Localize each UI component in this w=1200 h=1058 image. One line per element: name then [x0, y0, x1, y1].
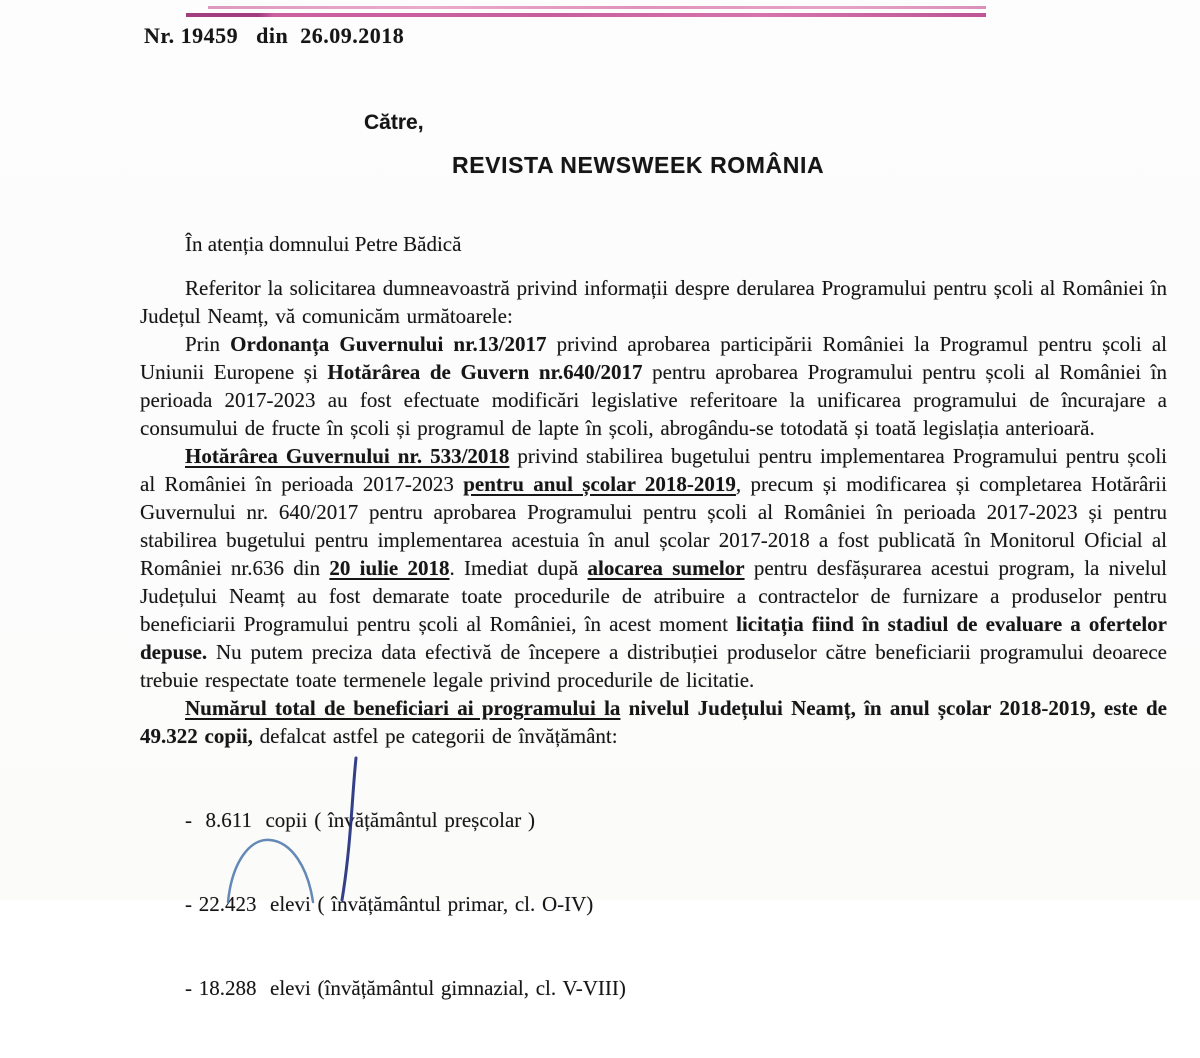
attention-line: În atenția domnului Petre Bădică: [185, 232, 462, 256]
text-run-bold-underline: 20 iulie 2018: [329, 556, 450, 580]
text-run: . Imediat după: [449, 556, 588, 580]
scan-header-line: [186, 5, 986, 19]
ref-number: Nr. 19459 din 26.09.2018: [144, 23, 405, 48]
text-run-bold-underline: Numărul total de beneficiari ai programului la: [185, 696, 621, 720]
text-run: , precum și modificarea și completarea Hotărârii Guvernului nr. 640/2017 pentru aprobarea Programului pentru școli al României în perioada 2017-2023 și pentru stabilirea bugetului pentru implementarea acestuia în anul școlar 2017-2018 a fost publicată în Monitorul Oficial al României nr.636 din: [140, 472, 1167, 580]
list-item-primar: - 22.423 elevi ( învățământul primar, cl. O-IV): [185, 892, 594, 916]
recipient-name: REVISTA NEWSWEEK ROMÂNIA: [452, 152, 825, 178]
text-run: Prin: [185, 332, 231, 356]
beneficiaries-list: [140, 750, 1167, 1058]
paragraph-reference: [140, 274, 1167, 330]
text-run-bold: Ordonanța Guvernului nr.13/2017: [230, 332, 547, 356]
text-run: privind aprobarea participării României la Programul pentru școli al Uniunii Europene și: [140, 332, 1167, 384]
text-run-bold-underline: alocarea sumelor: [587, 556, 745, 580]
text-run-bold: Hotărârea de Guvern nr.640/2017: [327, 360, 643, 384]
text-run-bold-underline: pentru anul școlar 2018-2019: [463, 472, 736, 496]
salutation: Către,: [364, 111, 424, 134]
letter-body: [140, 274, 1167, 1058]
list-item-prescolar: - 8.611 copii ( învățământul preșcolar ): [185, 808, 536, 832]
paragraph-beneficiaries: [140, 694, 1167, 750]
list-item-gimnazial: - 18.288 elevi (învățământul gimnazial, cl. V-VIII): [185, 976, 626, 1000]
text-run: pentru aprobarea Programului pentru școli al României în perioada 2017-2023 au fost efectuate modificări legislative referitoare la unificarea programului de încurajare a consumului de fructe în școli și programul de lapte în școli, abrogându-se totodată și toată legislația anterioară.: [140, 360, 1167, 440]
text-run: Referitor la solicitarea dumneavoastră privind informații despre derularea Programului pentru școli al României în Județul Neamț, vă comunicăm următoarele:: [140, 276, 1167, 328]
paragraph-decision-533: [140, 442, 1167, 694]
text-run-bold-underline: Hotărârea Guvernului nr. 533/2018: [185, 444, 510, 468]
paragraph-ordinance: [140, 330, 1167, 442]
scan-header-line-top: [208, 6, 986, 9]
scan-header-line-bottom: [186, 13, 986, 17]
text-run: Nu putem preciza data efectivă de începere a distribuției produselor către beneficiarii programului deoarece trebuie respectate toate termenele legale privind procedurile de licitatie.: [140, 640, 1167, 692]
text-run: pentru desfășurarea acestui program, la nivelul Județului Neamț au fost demarate toate procedurile de atribuire a contractelor de furnizare a produselor pentru beneficiarii Programului pentru școli al României, în acest moment: [140, 556, 1167, 636]
text-run: defalcat astfel pe categorii de învățământ:: [252, 724, 618, 748]
text-run: privind stabilirea bugetului pentru implementarea Programului pentru școli al României în perioada 2017-2023: [140, 444, 1167, 496]
text-run-bold: licitația fiind în stadiul de evaluare a ofertelor depuse.: [140, 612, 1167, 664]
text-run-bold: nivelul Județului Neamț, în anul școlar 2018-2019, este de 49.322 copii,: [140, 696, 1167, 748]
